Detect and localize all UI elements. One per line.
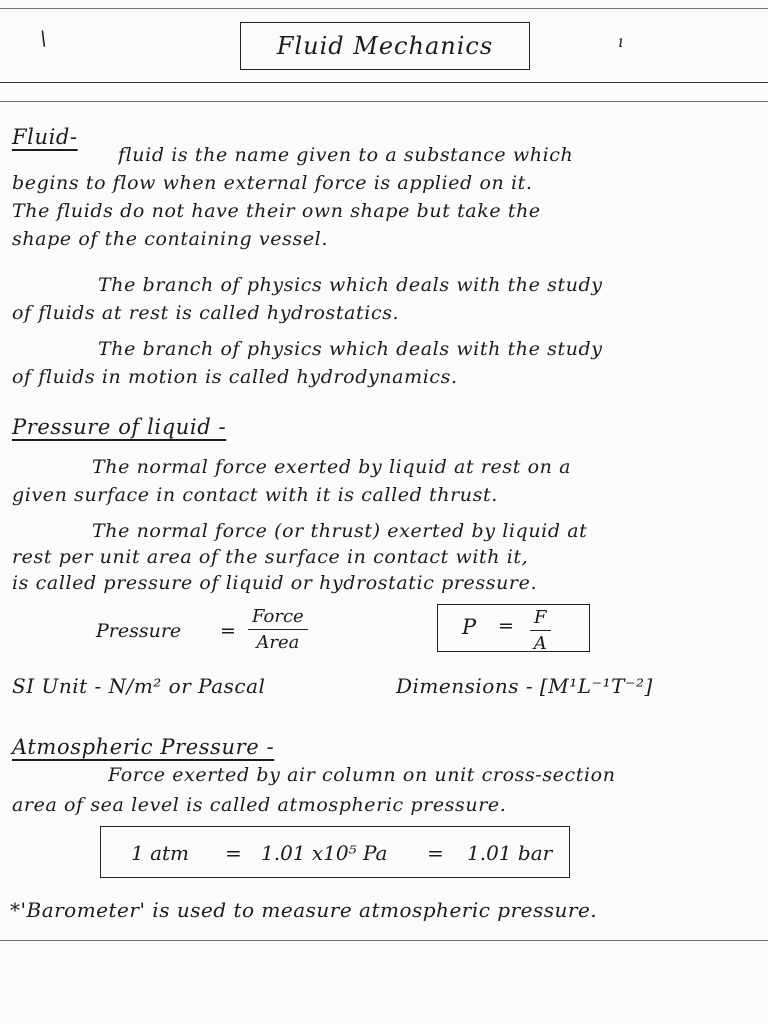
thrust-line-1: The normal force exerted by liquid at rest on a [92, 456, 572, 478]
dimensions: Dimensions - [M¹L⁻¹T⁻²] [396, 674, 653, 698]
fluid-line-1: fluid is the name given to a substance which [118, 144, 574, 166]
pressure-def-line-2: rest per unit area of the surface in contact with it, [12, 546, 529, 568]
hydrodynamics-line-1: The branch of physics which deals with the study [98, 338, 603, 360]
fluid-line-2: begins to flow when external force is applied on it. [12, 172, 533, 194]
pen-mark: \ [40, 26, 47, 50]
atmospheric-line-2: area of sea level is called atmospheric pressure. [12, 794, 507, 816]
atm-conversion-box [100, 826, 570, 878]
header-rule [0, 82, 768, 83]
formula-equals: = [220, 620, 236, 642]
atm-equals-1: = [225, 841, 242, 865]
hydrostatics-line-2: of fluids at rest is called hydrostatics. [12, 302, 400, 324]
force-area-fraction [248, 606, 308, 653]
fluid-line-3: The fluids do not have their own shape but take the [12, 200, 541, 222]
header-rule-2 [0, 101, 768, 102]
box-numerator: F [530, 607, 551, 631]
pressure-def-line-1: The normal force (or thrust) exerted by liquid at [92, 520, 588, 542]
bottom-rule [0, 940, 768, 941]
pressure-formula-box [437, 604, 590, 652]
fraction-denominator: Area [256, 632, 300, 653]
formula-label: Pressure [96, 620, 182, 642]
top-rule [0, 8, 768, 9]
page-title: Fluid Mechanics [276, 32, 494, 60]
atm-label: 1 atm [131, 841, 190, 865]
hydrodynamics-line-2: of fluids in motion is called hydrodynamics. [12, 366, 458, 388]
box-equals: = [498, 615, 514, 637]
atmospheric-heading: Atmospheric Pressure - [12, 735, 275, 759]
atm-equals-2: = [427, 841, 444, 865]
pen-mark-right: ı [618, 32, 624, 51]
barometer-note: *'Barometer' is used to measure atmospheric pressure. [10, 898, 598, 922]
pressure-def-line-3: is called pressure of liquid or hydrostatic pressure. [12, 572, 538, 594]
box-denominator: A [533, 633, 547, 654]
thrust-line-2: given surface in contact with it is called thrust. [12, 484, 498, 506]
fraction-numerator: Force [248, 606, 308, 630]
fluid-heading: Fluid- [12, 125, 78, 149]
si-unit: SI Unit - N/m² or Pascal [12, 674, 266, 698]
box-fraction [530, 607, 551, 654]
hydrostatics-line-1: The branch of physics which deals with the study [98, 274, 603, 296]
pressure-heading: Pressure of liquid - [12, 415, 227, 439]
fluid-line-4: shape of the containing vessel. [12, 228, 328, 250]
page-title-box [240, 22, 530, 70]
pa-value: 1.01 x10⁵ Pa [261, 841, 388, 865]
bar-value: 1.01 bar [467, 841, 553, 865]
box-lhs: P [462, 615, 477, 639]
atmospheric-line-1: Force exerted by air column on unit cross-section [108, 764, 616, 786]
